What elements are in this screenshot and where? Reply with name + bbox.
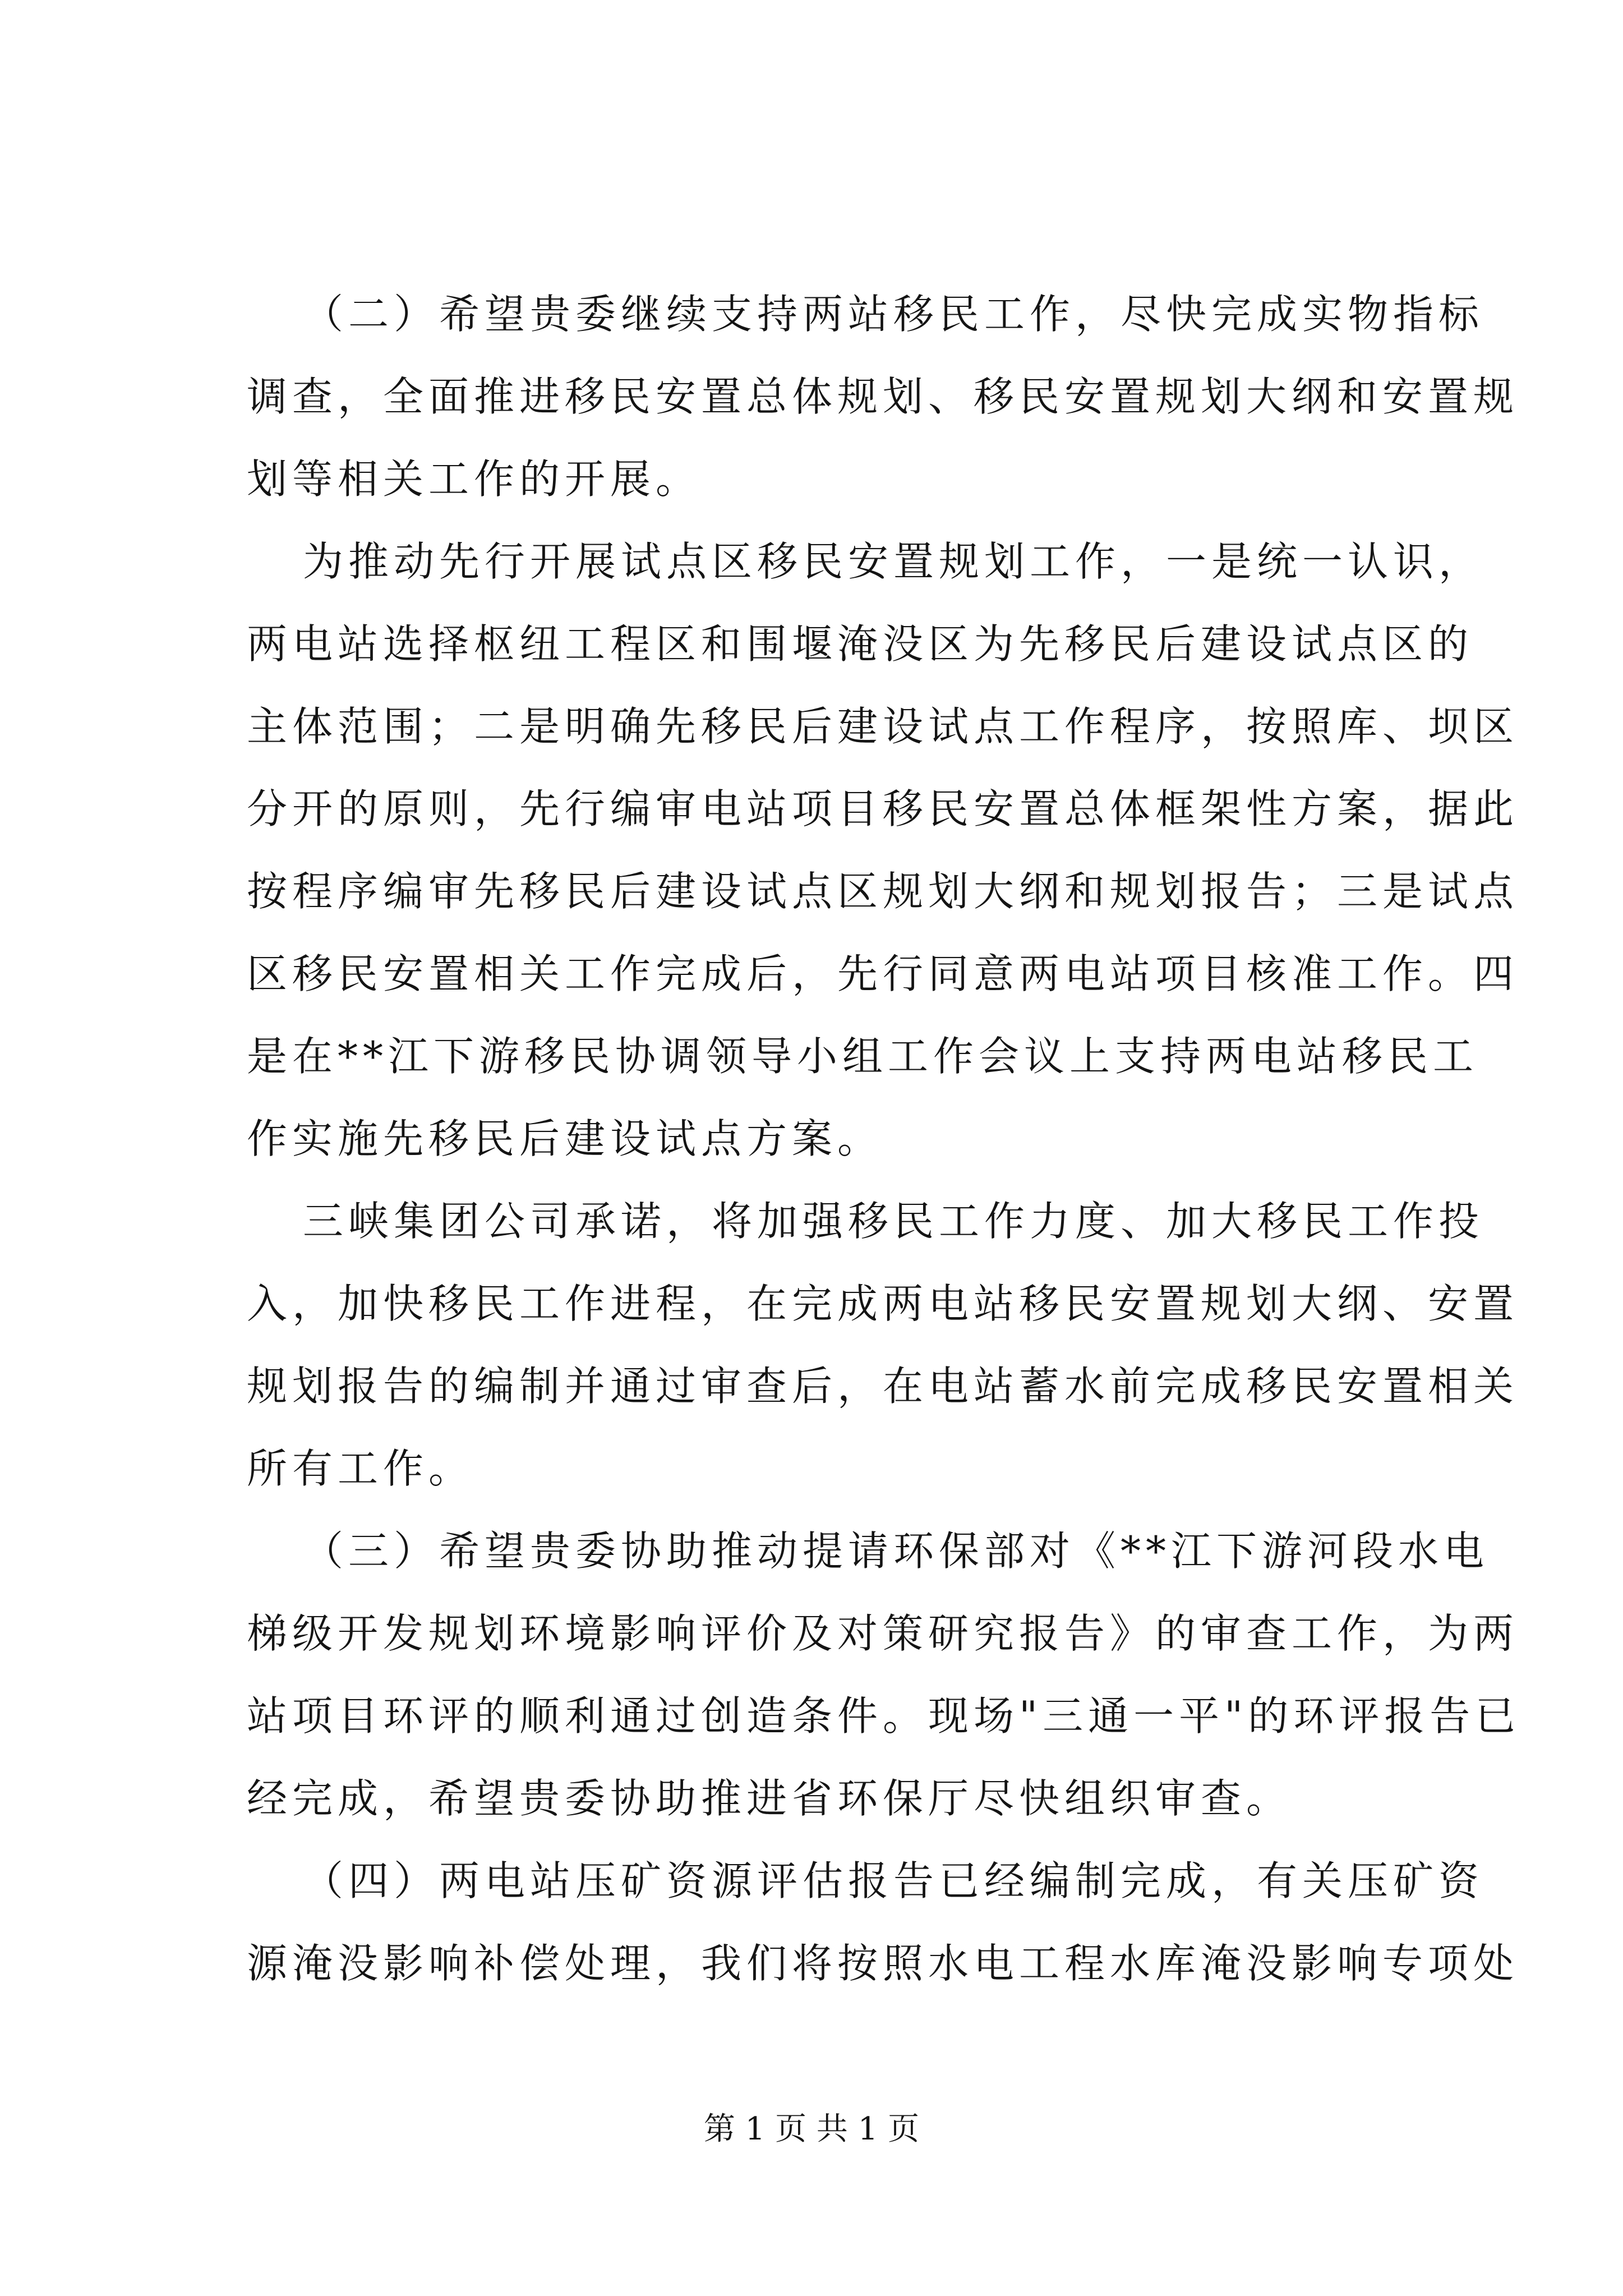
paragraph-3-line-2: 入，加快移民工作进程，在完成两电站移民安置规划大纲、安置: [247, 1280, 1519, 1327]
paragraph-2-line-1: 为推动先行开展试点区移民安置规划工作，一是统一认识，: [303, 538, 1484, 585]
paragraph-5-line-2: 源淹没影响补偿处理，我们将按照水电工程水库淹没影响专项处: [247, 1940, 1519, 1987]
paragraph-3-line-3: 规划报告的编制并通过审查后，在电站蓄水前完成移民安置相关: [247, 1363, 1519, 1410]
paragraph-3-line-4: 所有工作。: [247, 1445, 474, 1492]
paragraph-2-line-6: 区移民安置相关工作完成后，先行同意两电站项目核准工作。四: [247, 950, 1519, 997]
paragraph-2-line-5: 按程序编审先移民后建设试点区规划大纲和规划报告；三是试点: [247, 868, 1519, 915]
paragraph-4-line-3: 站项目环评的顺利通过创造条件。现场"三通一平"的环评报告已: [247, 1692, 1521, 1740]
paragraph-2-line-3: 主体范围；二是明确先移民后建设试点工作程序，按照库、坝区: [247, 703, 1519, 750]
page-number-footer: 第 1 页 共 1 页: [703, 2111, 920, 2147]
paragraph-1-line-1: （二）希望贵委继续支持两站移民工作，尽快完成实物指标: [303, 291, 1484, 338]
paragraph-2-line-7: 是在**江下游移民协调领导小组工作会议上支持两电站移民工: [247, 1033, 1479, 1080]
paragraph-3-line-1: 三峡集团公司承诺，将加强移民工作力度、加大移民工作投: [303, 1198, 1484, 1245]
paragraph-1-line-3: 划等相关工作的开展。: [247, 455, 702, 503]
paragraph-5-line-1: （四）两电站压矿资源评估报告已经编制完成，有关压矿资: [303, 1857, 1484, 1904]
paragraph-2-line-4: 分开的原则，先行编审电站项目移民安置总体框架性方案，据此: [247, 785, 1519, 832]
paragraph-4-line-2: 梯级开发规划环境影响评价及对策研究报告》的审查工作，为两: [247, 1610, 1519, 1657]
paragraph-4-line-1: （三）希望贵委协助推动提请环保部对《**江下游河段水电: [303, 1527, 1490, 1575]
paragraph-1-line-2: 调查，全面推进移民安置总体规划、移民安置规划大纲和安置规: [247, 373, 1519, 420]
paragraph-2-line-2: 两电站选择枢纽工程区和围堰淹没区为先移民后建设试点区的: [247, 620, 1474, 668]
paragraph-4-line-4: 经完成，希望贵委协助推进省环保厅尽快组织审查。: [247, 1775, 1292, 1822]
paragraph-2-line-8: 作实施先移民后建设试点方案。: [247, 1115, 883, 1162]
